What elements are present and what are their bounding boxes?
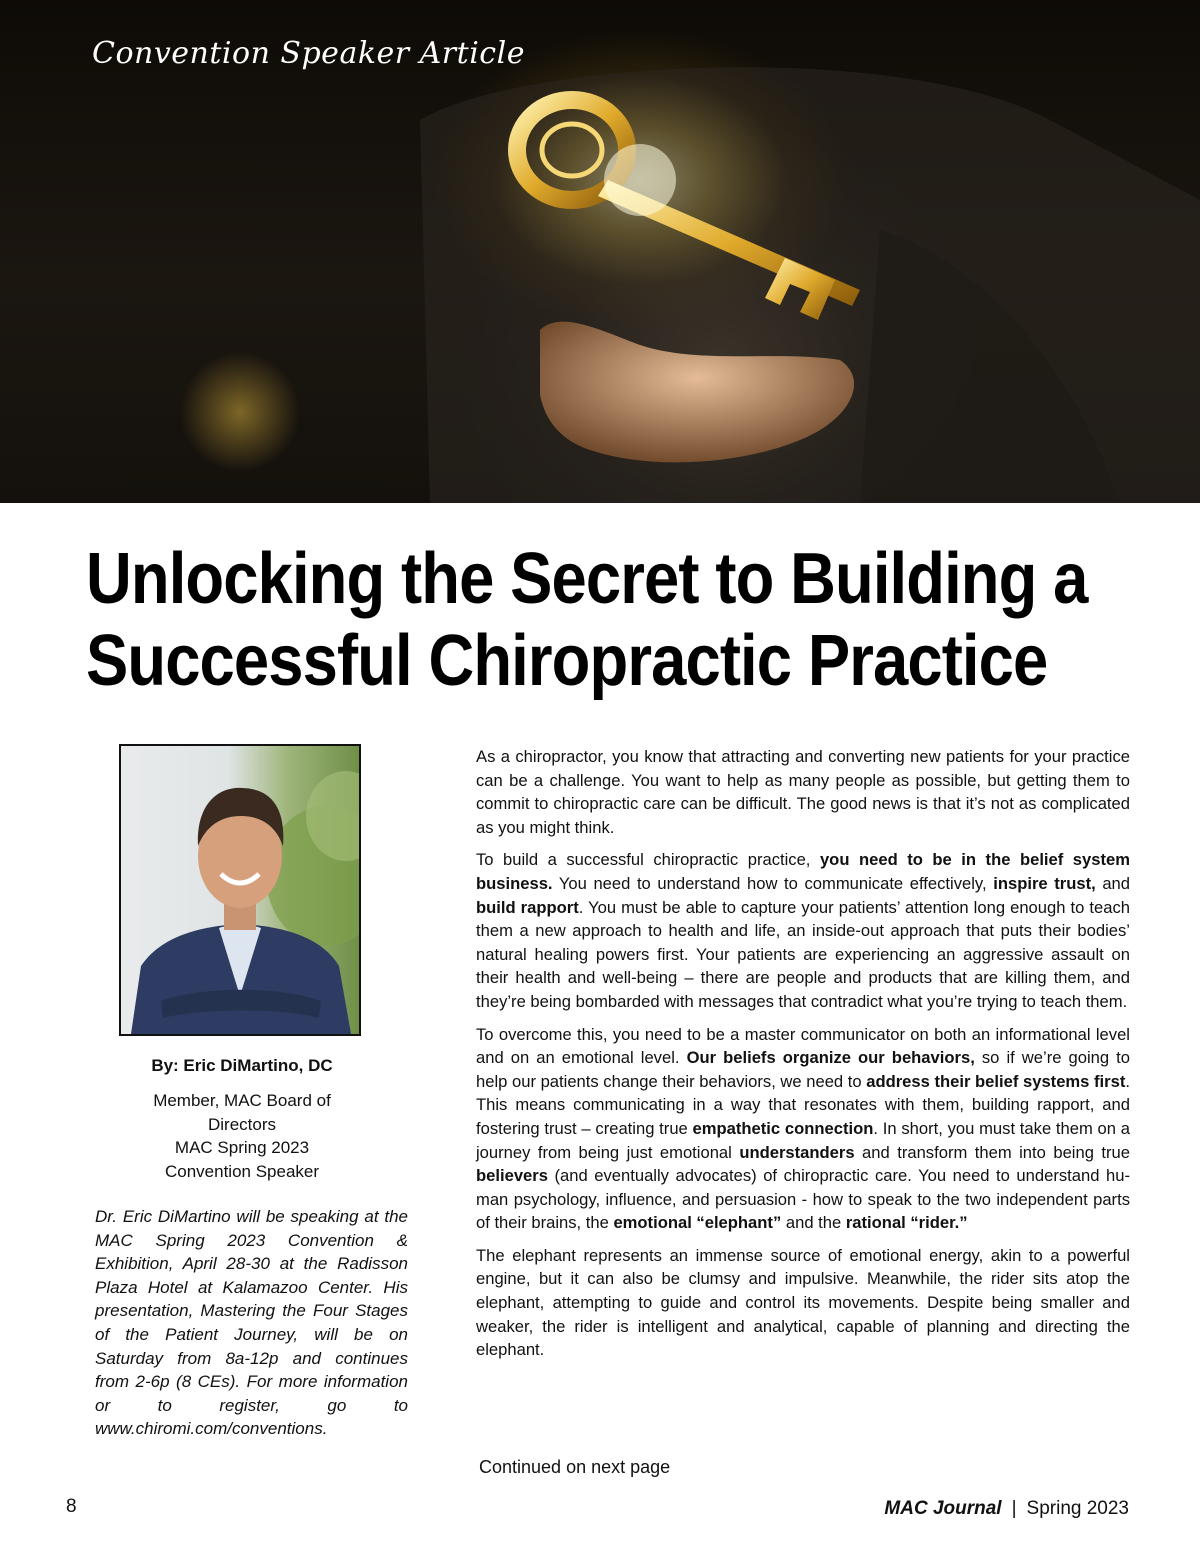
hero-image: [0, 0, 1200, 503]
body-text-run: . In short, you must take them on a journey from being just emotional: [476, 1118, 1130, 1162]
credential-line: Convention Speaker: [164, 1161, 320, 1181]
emphasis-text: believers: [476, 1166, 548, 1186]
page-number: 8: [66, 1496, 77, 1517]
continued-note: Continued on next page: [479, 1457, 671, 1477]
body-paragraph-2: [476, 848, 1130, 1013]
author-byline: By: Eric DiMartino, DC: [151, 1056, 333, 1075]
footer-publication: [884, 1498, 1129, 1520]
credential-line: Directors: [207, 1114, 276, 1134]
title-line-2: Successful Chiropractic Practice: [86, 621, 1048, 701]
body-text-run: You need to understand how to communicate effectively,: [552, 873, 994, 893]
body-text-run: To overcome this, you need to be a master communicator on both an informational level and on an emotional level.: [476, 1024, 1130, 1068]
emphasis-text: you need to be in the belief system business.: [476, 850, 1131, 893]
body-paragraph-1: As a chiropractor, you know that attracting and converting new patients for your practice can be a challenge. You want to help as many people as possible, but getting them to commit to chiropractic care can be difficult. The good news is that it’s not as complicated as you might think.: [476, 747, 1130, 837]
body-text-run: . You must be able to capture your patients’ attention long enough to teach them a new approach to health and life, an inside-out approach that puts their bodies’ natural healing powers first. Your patients are experiencing an aggressive assault on their health and well-being – there are people and products that are killing them, and they’re being bombarded with messages that contradict what you’re trying to teach them.: [476, 897, 1130, 1011]
credential-line: Member, MAC Board of: [153, 1091, 331, 1110]
article-body: [476, 745, 1130, 1371]
body-text-run: To build a successful chiropractic practice,: [476, 850, 820, 870]
credential-line: MAC Spring 2023: [174, 1138, 310, 1157]
issue-label: Spring 2023: [1026, 1498, 1129, 1519]
emphasis-text: rational “rider.”: [845, 1213, 968, 1233]
author-bio: Dr. Eric DiMartino will be speaking at the MAC Spring 2023 Convention & Exhibition, April 28-30 at the Radisson Plaza Hotel at Kalamazoo Center. His presentation, Mastering the Four Stages of the Patient Journey, will be on Saturday from 8a-12p and continues from 2-6p (8 CEs). For more information or to register, go to www.chiromi.com/conventions.: [95, 1207, 408, 1439]
emphasis-text: emotional “elephant”: [613, 1213, 782, 1233]
article-title: [86, 538, 1088, 702]
emphasis-text: Our beliefs organize our behaviors,: [686, 1048, 975, 1068]
emphasis-text: inspire trust,: [993, 873, 1096, 893]
emphasis-text: understanders: [739, 1142, 855, 1162]
section-tag: Convention Speaker Article: [92, 36, 525, 71]
footer-separator: |: [1011, 1498, 1017, 1519]
body-paragraph-4: The elephant represents an immense source of emotional energy, akin to a powerful engine, but it can also be clumsy and impulsive. Meanwhile, the rider sits atop the elephant, attempting to guide and control its movements. Despite being smaller and weaker, the rider is intelligent and analytical, capable of planning and directing the elephant.: [476, 1245, 1130, 1360]
body-text-run: (and eventually advocates) of chiropractic care. You need to understand human psychology, influence, and persuasion - how to speak to the two independent parts of their brains, the: [476, 1166, 1130, 1233]
journal-name: MAC Journal: [884, 1498, 1002, 1519]
body-paragraph-3: [476, 1023, 1130, 1235]
body-text-run: and transform them into being true: [854, 1142, 1130, 1162]
author-credentials: [119, 1089, 365, 1183]
author-portrait: [121, 746, 359, 1034]
title-line-1: Unlocking the Secret to Building a: [86, 539, 1088, 619]
body-text-run: so if we’re going to help our patients change their behaviors, we need to: [476, 1048, 1130, 1091]
body-text-run: . This means communicating in a way that resonates with them, building rapport, and fostering trust – creating true: [476, 1071, 1130, 1138]
key-illustration: [0, 0, 1200, 503]
body-text-run: and: [1095, 873, 1130, 893]
emphasis-text: empathetic connection: [692, 1118, 874, 1138]
author-photo: [119, 744, 361, 1036]
emphasis-text: address their belief systems first: [866, 1071, 1126, 1091]
body-text-run: and the: [781, 1213, 846, 1233]
emphasis-text: build rapport: [476, 897, 579, 917]
